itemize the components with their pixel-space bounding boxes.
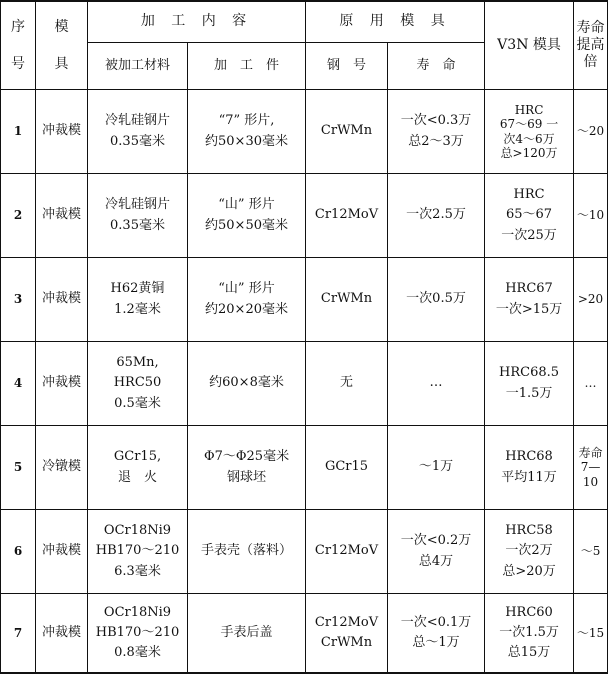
part-cell: “山” 形片 约50×50毫米 <box>188 174 306 258</box>
v3n-cell: HRC67 一次>15万 <box>485 258 574 342</box>
header-material: 被加工材料 <box>88 43 188 90</box>
steel-grade-cell: CrWMn <box>306 90 388 174</box>
life-cell: 一次0.5万 <box>388 258 485 342</box>
row-number: 6 <box>1 510 36 594</box>
life-cell: 一次2.5万 <box>388 174 485 258</box>
life-cell: 一次<0.2万 总4万 <box>388 510 485 594</box>
mold-type: 冷镦模 <box>36 426 88 510</box>
steel-grade-cell: CrWMn <box>306 258 388 342</box>
table-row <box>1 174 608 258</box>
improvement-cell: ～15 <box>574 594 608 674</box>
steel-grade-cell: Cr12MoV <box>306 510 388 594</box>
improvement-cell: 寿命 7—10 <box>574 426 608 510</box>
mold-type: 冲裁模 <box>36 174 88 258</box>
header-original-mold: 原 用 模 具 <box>306 1 485 43</box>
life-cell: … <box>388 342 485 426</box>
header-v3n-mold: V3N 模具 <box>485 1 574 90</box>
material-cell: 65Mn, HRC50 0.5毫米 <box>88 342 188 426</box>
header-mold: 模 具 <box>36 1 88 90</box>
material-cell: 冷轧硅钢片 0.35毫米 <box>88 174 188 258</box>
material-cell: 冷轧硅钢片 0.35毫米 <box>88 90 188 174</box>
mold-type: 冲裁模 <box>36 510 88 594</box>
material-cell: H62黄铜 1.2毫米 <box>88 258 188 342</box>
header-steel-grade: 钢 号 <box>306 43 388 90</box>
material-cell: OCr18Ni9 HB170～210 0.8毫米 <box>88 594 188 674</box>
improvement-cell: … <box>574 342 608 426</box>
improvement-cell: ～20 <box>574 90 608 174</box>
steel-grade-cell: Cr12MoV CrWMn <box>306 594 388 674</box>
material-cell: OCr18Ni9 HB170～210 6.3毫米 <box>88 510 188 594</box>
part-cell: “山” 形片 约20×20毫米 <box>188 258 306 342</box>
table-row <box>1 90 608 174</box>
row-number: 4 <box>1 342 36 426</box>
part-cell: 手表壳（落料） <box>188 510 306 594</box>
mold-type: 冲裁模 <box>36 342 88 426</box>
table-row <box>1 426 608 510</box>
header-seq: 序 号 <box>1 1 36 90</box>
row-number: 2 <box>1 174 36 258</box>
part-cell: 约60×8毫米 <box>188 342 306 426</box>
row-number: 3 <box>1 258 36 342</box>
row-number: 1 <box>1 90 36 174</box>
v3n-cell: HRC 65～67 一次25万 <box>485 174 574 258</box>
mold-type: 冲裁模 <box>36 258 88 342</box>
mold-type: 冲裁模 <box>36 594 88 674</box>
part-cell: Φ7～Φ25毫米 钢球坯 <box>188 426 306 510</box>
part-cell: “7” 形片, 约50×30毫米 <box>188 90 306 174</box>
v3n-cell: HRC60 一次1.5万 总15万 <box>485 594 574 674</box>
improvement-cell: ～5 <box>574 510 608 594</box>
table-row <box>1 510 608 594</box>
steel-grade-cell: Cr12MoV <box>306 174 388 258</box>
mold-type: 冲裁模 <box>36 90 88 174</box>
v3n-cell: HRC 67～69 一 次4～6万 总>120万 <box>485 90 574 174</box>
improvement-cell: >20 <box>574 258 608 342</box>
material-cell: GCr15, 退 火 <box>88 426 188 510</box>
header-life-improvement: 寿命 提高 倍 <box>574 1 608 90</box>
row-number: 7 <box>1 594 36 674</box>
part-cell: 手表后盖 <box>188 594 306 674</box>
header-life: 寿 命 <box>388 43 485 90</box>
steel-grade-cell: GCr15 <box>306 426 388 510</box>
v3n-cell: HRC68 平均11万 <box>485 426 574 510</box>
life-cell: 一次<0.3万 总2～3万 <box>388 90 485 174</box>
v3n-cell: HRC68.5 一1.5万 <box>485 342 574 426</box>
table-row <box>1 594 608 674</box>
improvement-cell: ～10 <box>574 174 608 258</box>
steel-grade-cell: 无 <box>306 342 388 426</box>
v3n-cell: HRC58 一次2万 总>20万 <box>485 510 574 594</box>
header-process-content: 加 工 内 容 <box>88 1 306 43</box>
header-part: 加 工 件 <box>188 43 306 90</box>
life-cell: 一次<0.1万 总～1万 <box>388 594 485 674</box>
table-row <box>1 258 608 342</box>
row-number: 5 <box>1 426 36 510</box>
table-row <box>1 342 608 426</box>
life-cell: ～1万 <box>388 426 485 510</box>
